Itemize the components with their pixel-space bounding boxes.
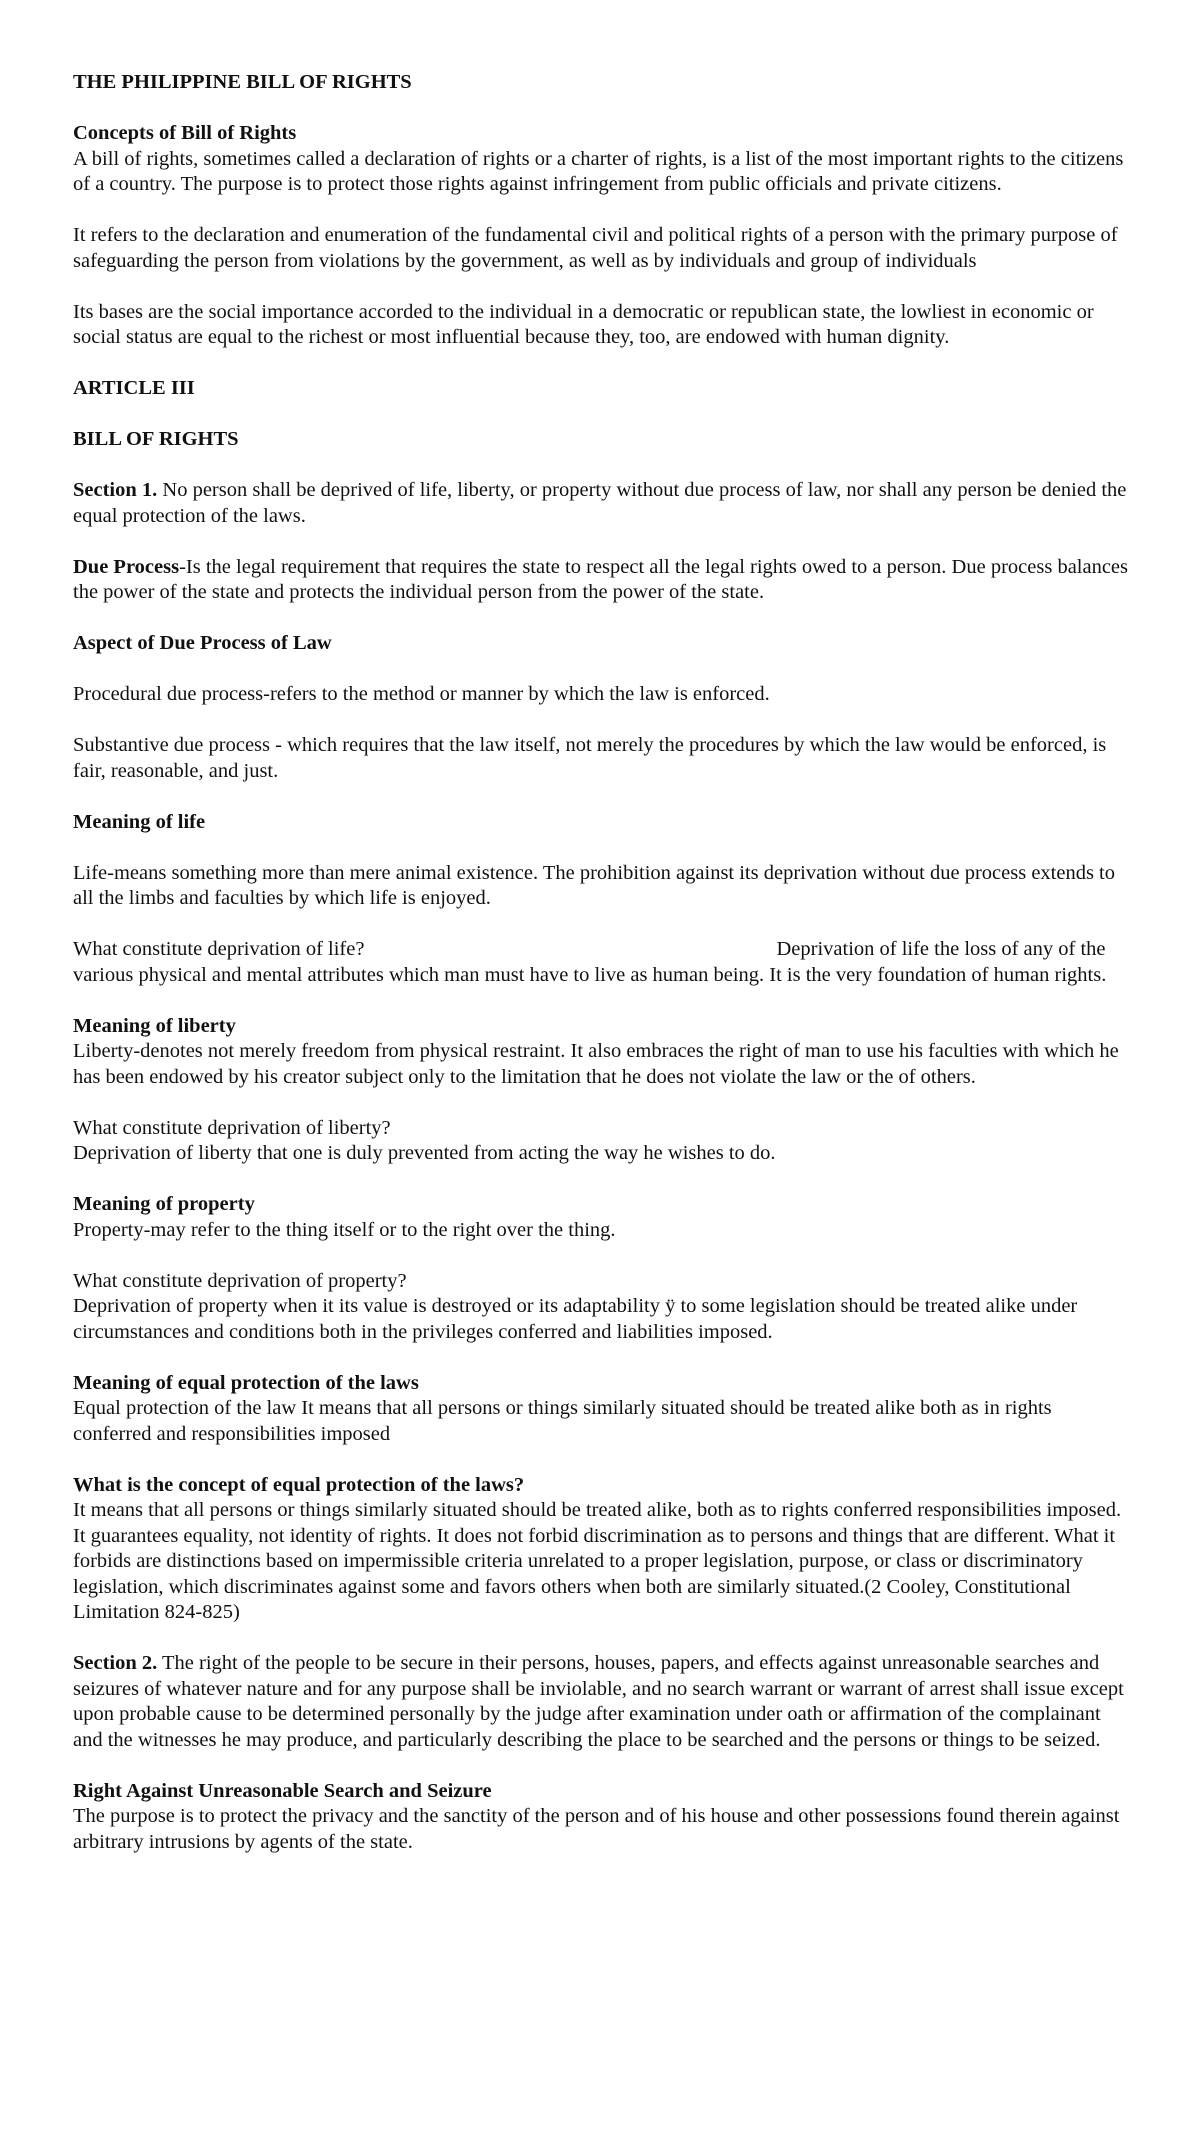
concepts-heading: Concepts of Bill of Rights [73, 122, 297, 144]
concepts-paragraph-1: A bill of rights, sometimes called a declaration of rights or a charter of rights, is a list of the most important rights to the citizens of a country. The purpose is to protect those rights against infringement from public officials and private citizens. [73, 147, 1124, 195]
article-name: BILL OF RIGHTS [73, 428, 239, 450]
search-seizure-heading: Right Against Unreasonable Search and Seizure [73, 1779, 492, 1802]
equal-protection-text: Equal protection of the law It means that all persons or things similarly situated should be treated alike both as in rights conferred and responsibilities imposed [73, 1397, 1052, 1445]
equal-protection-concept-heading: What is the concept of equal protection of the laws? [73, 1473, 525, 1496]
concepts-paragraph-3: Its bases are the social importance accorded to the individual in a democratic or republican state, the lowliest in economic or social status are equal to the richest or most influential because they, too, are endowed with human dignity. [73, 300, 1094, 348]
section-2-label: Section 2. [73, 1652, 158, 1674]
due-process-label: Due Process [73, 555, 180, 578]
section-1-text: No person shall be deprived of life, liberty, or property without due process of law, nor shall any person be denied the equal protection of the laws. [73, 479, 1127, 527]
due-process-text: -Is the legal requirement that requires the state to respect all the legal rights owed to a person. Due process balances the power of the state and protects the individual person from the power of the state. [73, 555, 1129, 603]
aspect-heading: Aspect of Due Process of Law [73, 632, 332, 654]
property-heading: Meaning of property [73, 1193, 255, 1215]
section-2 [73, 1651, 1128, 1753]
property-answer: Deprivation of property when it its value is destroyed or its adaptability ÿ to some legislation should be treated alike under circumstances and conditions both in the privileges conferred and liabilities imposed. [73, 1295, 1078, 1343]
procedural-due-process: Procedural due process-refers to the method or manner by which the law is enforced. [73, 683, 770, 705]
section-2-text: The right of the people to be secure in their persons, houses, papers, and effects against unreasonable searches and seizures of whatever nature and for any purpose shall be inviolable, and no search warrant or warrant of arrest shall issue except upon probable cause to be determined personally by the judge after examination under oath or affirmation of the complainant and the witnesses he may produce, and particularly describing the place to be searched and the persons or things to be seized. [73, 1652, 1124, 1751]
substantive-due-process: Substantive due process - which requires that the law itself, not merely the procedures by which the law would be enforced, is fair, reasonable, and just. [73, 734, 1107, 782]
liberty-question: What constitute deprivation of liberty? [73, 1116, 391, 1139]
search-seizure-text: The purpose is to protect the privacy and the sanctity of the person and of his house and other possessions found therein against arbitrary intrusions by agents of the state. [73, 1805, 1120, 1853]
property-question: What constitute deprivation of property? [73, 1269, 407, 1292]
section-1 [73, 478, 1128, 529]
due-process-definition [73, 555, 1128, 606]
concepts-paragraph-2: It refers to the declaration and enumeration of the fundamental civil and political rights of a person with the primary purpose of safeguarding the person from violations by the government, as well as by individuals and group of individuals [73, 224, 1118, 272]
life-deprivation [73, 937, 1128, 988]
article-number: ARTICLE III [73, 377, 195, 399]
document-title: THE PHILIPPINE BILL OF RIGHTS [73, 71, 412, 93]
life-heading: Meaning of life [73, 810, 206, 833]
equal-protection-heading: Meaning of equal protection of the laws [73, 1371, 419, 1394]
life-answer: Deprivation of life the loss of any of the various physical and mental attributes which man must have to live as human being. It is the very foundation of human rights. [73, 938, 1107, 986]
life-question: What constitute deprivation of life? [73, 938, 365, 960]
life-text: Life-means something more than mere animal existence. The prohibition against its deprivation without due process extends to all the limbs and faculties by which life is enjoyed. [73, 861, 1116, 909]
equal-protection-concept-text: It means that all persons or things similarly situated should be treated alike, both as to rights conferred responsibilities imposed. It guarantees equality, not identity of rights. It does not forbid discrimination as to persons and things that are different. What it forbids are distinctions based on impermissible criteria unrelated to a proper legislation, purpose, or class or discriminatory legislation, which discriminates against some and favors others when both are similarly situated.(2 Cooley, Constitutional Limitation 824-825) [73, 1499, 1122, 1623]
section-1-label: Section 1. [73, 479, 158, 501]
liberty-answer: Deprivation of liberty that one is duly prevented from acting the way he wishes to do. [73, 1142, 776, 1164]
liberty-text: Liberty-denotes not merely freedom from physical restraint. It also embraces the right of man to use his faculties with which he has been endowed by his creator subject only to the limitation that he does not violate the law or the of others. [73, 1040, 1119, 1088]
liberty-heading: Meaning of liberty [73, 1014, 236, 1037]
property-text: Property-may refer to the thing itself or to the right over the thing. [73, 1218, 616, 1241]
